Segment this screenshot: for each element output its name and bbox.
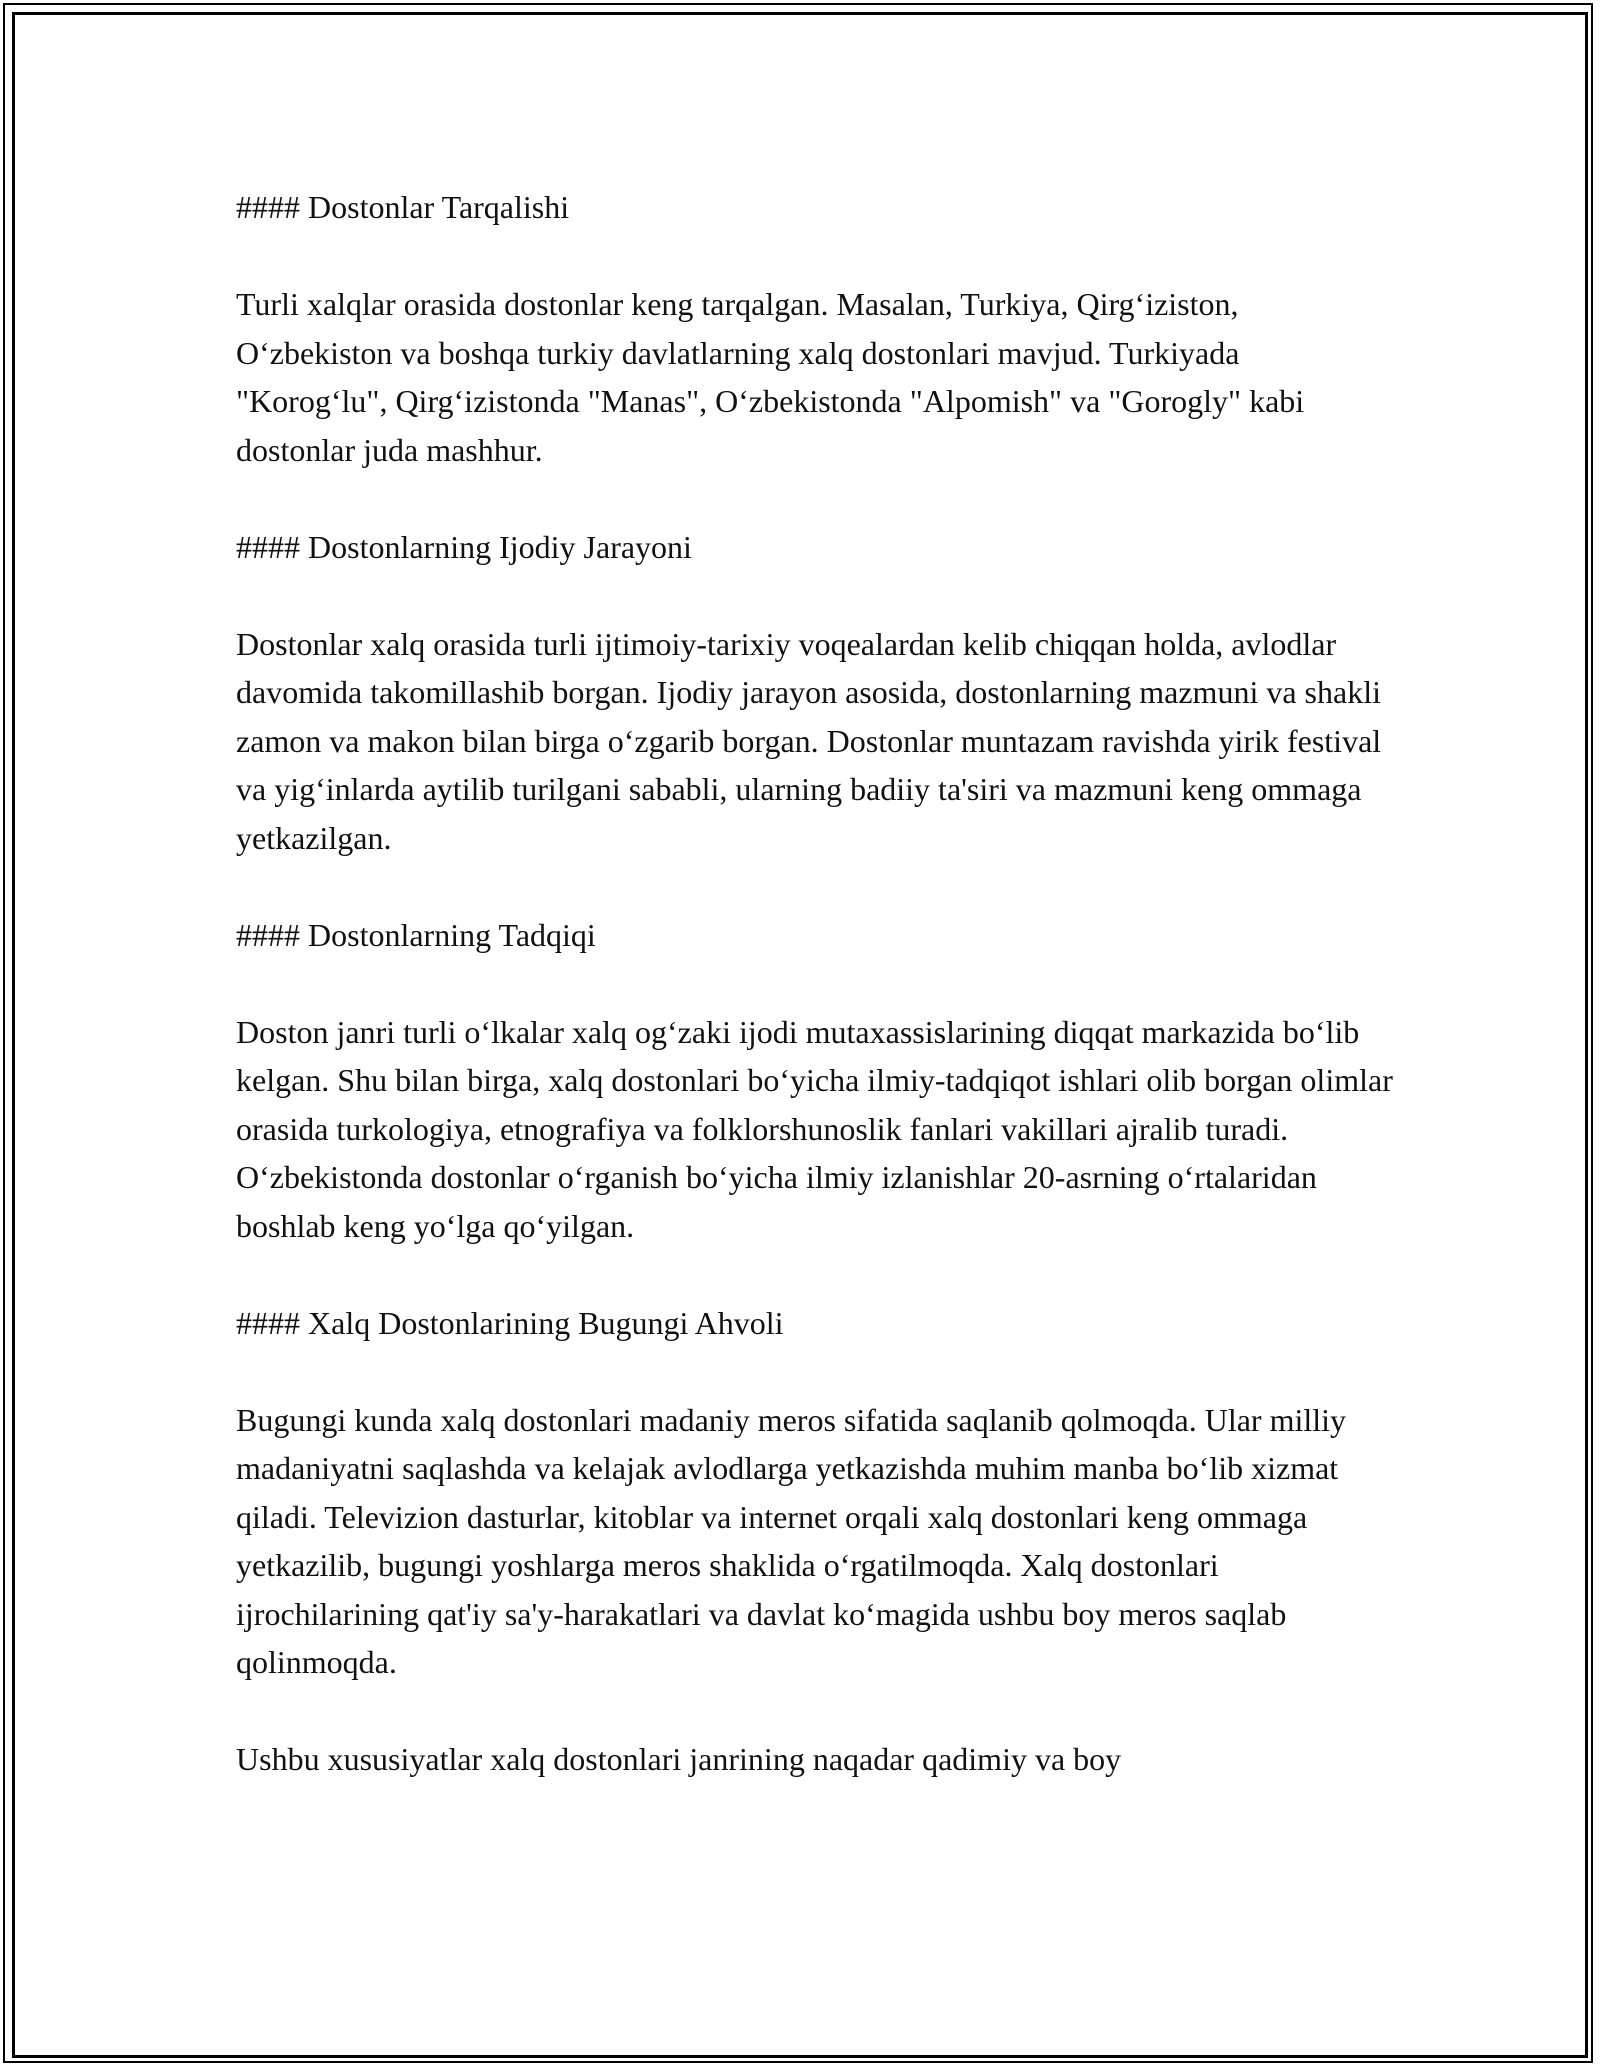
- section-heading-bugungi-ahvoli: #### Xalq Dostonlarining Bugungi Ahvoli: [236, 1304, 784, 1341]
- section-heading-tarqalishi: #### Dostonlar Tarqalishi: [236, 189, 570, 225]
- section-paragraph-bugungi-ahvoli: Bugungi kunda xalq dostonlari madaniy meros sifatida saqlanib qolmoqda. Ular milliy madaniyatni saqlashda va kelajak avlodlarga yetkazishda muhim manba bo‘lib xizmat qiladi. Televizion dasturlar, kitoblar va internet orqali xalq dostonlari keng ommaga yetkazilib, bugungi yoshlarga meros shaklida o‘rgatilmoqda. Xalq dostonlari ijrochilarining qat'iy sa'y-harakatlari va davlat ko‘magida ushbu boy meros saqlab qolinmoqda.: [236, 1401, 1347, 1680]
- closing-paragraph-fragment: Ushbu xususiyatlar xalq dostonlari janrining naqadar qadimiy va boy: [236, 1741, 1122, 1777]
- section-paragraph-tadqiqi: Doston janri turli o‘lkalar xalq og‘zaki ijodi mutaxassislarining diqqat markazida bo‘lib kelgan. Shu bilan birga, xalq dostonlari bo‘yicha ilmiy-tadqiqot ishlari olib borgan olimlar orasida turkologiya, etnografiya va folklorshunoslik fanlari vakillari ajralib turadi. O‘zbekistonda dostonlar o‘rganish bo‘yicha ilmiy izlanishlar 20-asrning o‘rtalaridan boshlab keng yo‘lga qo‘yilgan.: [236, 1013, 1393, 1244]
- section-heading-tadqiqi: #### Dostonlarning Tadqiqi: [236, 916, 596, 953]
- document-body: [236, 183, 1396, 1784]
- section-paragraph-ijodiy-jarayoni: Dostonlar xalq orasida turli ijtimoiy-tarixiy voqealardan kelib chiqqan holda, avlodlar davomida takomillashib borgan. Ijodiy jarayon asosida, dostonlarning mazmuni va shakli zamon va makon bilan birga o‘zgarib borgan. Dostonlar muntazam ravishda yirik festival va yig‘inlarda aytilib turilgani sababli, ularning badiiy ta'siri va mazmuni keng ommaga yetkazilgan.: [236, 625, 1382, 856]
- section-paragraph-tarqalishi: Turli xalqlar orasida dostonlar keng tarqalgan. Masalan, Turkiya, Qirg‘iziston, O‘zbekiston va boshqa turkiy davlatlarning xalq dostonlari mavjud. Turkiyada "Korog‘lu", Qirg‘izistonda "Manas", O‘zbekistonda "Alpomish" va "Gorogly" kabi dostonlar juda mashhur.: [236, 286, 1305, 468]
- section-heading-ijodiy-jarayoni: #### Dostonlarning Ijodiy Jarayoni: [236, 528, 692, 565]
